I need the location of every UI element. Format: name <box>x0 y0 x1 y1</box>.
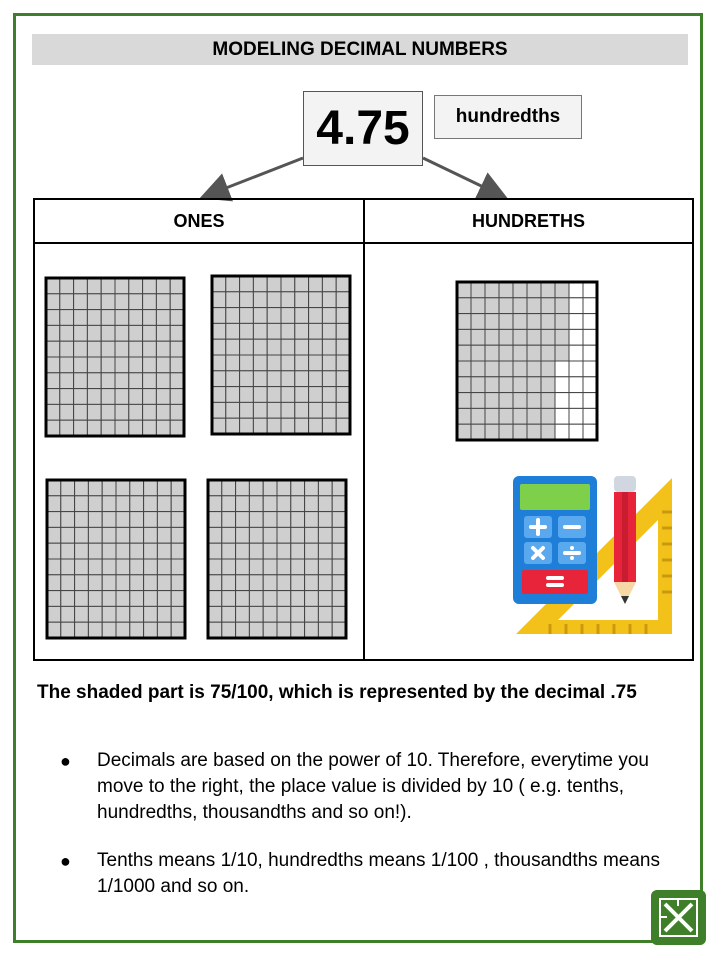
list-item <box>60 748 700 826</box>
hundredths-header: HUNDRETHS <box>471 210 585 231</box>
ones-header: ONES <box>173 210 225 231</box>
site-logo-icon <box>651 890 706 945</box>
place-value-label: hundredths <box>434 95 582 139</box>
column-divider <box>363 200 365 659</box>
calculator-icon <box>513 476 597 604</box>
shaded-statement: The shaded part is 75/100, which is represented by the decimal .75 <box>37 682 637 703</box>
pencil-icon <box>614 476 636 604</box>
arrow-right <box>423 158 500 195</box>
list-item <box>60 848 700 900</box>
bullet-dot: ● <box>60 851 71 871</box>
bullet-dot: ● <box>60 751 71 771</box>
bullet-text: Decimals are based on the power of 10. Therefore, everytime you move to the right, the place value is divided by 10 ( e.g. tenths, hundredths, thousandths and so on!). <box>97 750 649 823</box>
ones-grid-2 <box>210 274 352 436</box>
page-title: MODELING DECIMAL NUMBERS <box>32 34 688 65</box>
ones-grid-3 <box>45 478 187 640</box>
arrow-left <box>208 158 303 195</box>
ones-grid-4 <box>206 478 348 640</box>
hundredths-grid <box>455 280 599 442</box>
math-tools-illustration <box>510 472 678 640</box>
bullet-list <box>60 748 700 922</box>
decimal-number: 4.75 <box>303 91 423 166</box>
bullet-text: Tenths means 1/10, hundredths means 1/100 , thousandths means 1/1000 and so on. <box>97 850 660 897</box>
ones-grid-1 <box>44 276 186 438</box>
